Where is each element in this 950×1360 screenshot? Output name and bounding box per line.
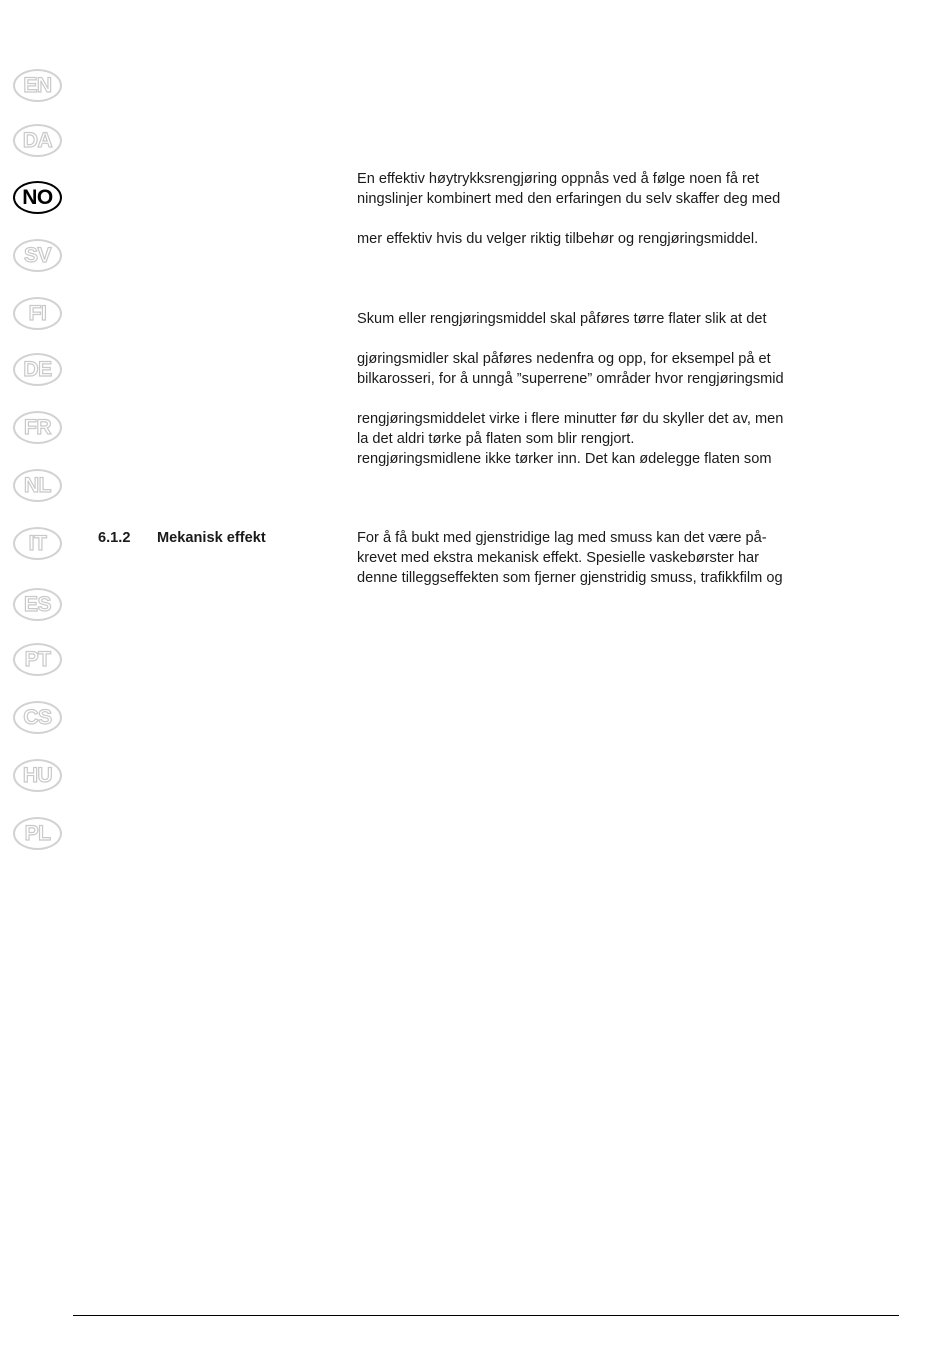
lang-badge-pl[interactable]: PL xyxy=(13,817,62,850)
text-line: rengjøringsmidlene ikke tørker inn. Det kan ødelegge flaten som xyxy=(357,451,772,467)
text-line: For å få bukt med gjenstridige lag med smuss kan det være på- xyxy=(357,530,767,546)
text-line: rengjøringsmiddelet virke i flere minutter før du skyller det av, men xyxy=(357,411,784,427)
text-line: krevet med ekstra mekanisk effekt. Spesielle vaskebørster har xyxy=(357,550,760,566)
lang-badge-pt[interactable]: PT xyxy=(13,643,62,676)
lang-badge-da[interactable]: DA xyxy=(13,124,62,157)
text-line: mer effektiv hvis du velger riktig tilbehør og rengjøringsmiddel. xyxy=(357,231,759,247)
text-line: bilkarosseri, for å unngå ”superrene” områder hvor rengjøringsmid xyxy=(357,371,784,387)
lang-badge-no[interactable]: NO xyxy=(13,181,62,214)
footer-divider xyxy=(73,1315,899,1316)
lang-badge-hu[interactable]: HU xyxy=(13,759,62,792)
text-line: la det aldri tørke på flaten som blir rengjort. xyxy=(357,431,635,447)
lang-badge-cs[interactable]: CS xyxy=(13,701,62,734)
text-line: En effektiv høytrykksrengjøring oppnås ved å følge noen få ret xyxy=(357,171,760,187)
text-line: Skum eller rengjøringsmiddel skal påføres tørre flater slik at det xyxy=(357,311,767,327)
text-line: ningslinjer kombinert med den erfaringen du selv skaffer deg med xyxy=(357,191,781,207)
lang-badge-fr[interactable]: FR xyxy=(13,411,62,444)
section-heading: Mekanisk effekt xyxy=(157,530,266,546)
lang-badge-nl[interactable]: NL xyxy=(13,469,62,502)
lang-badge-es[interactable]: ES xyxy=(13,588,62,621)
lang-badge-fi[interactable]: FI xyxy=(13,297,62,330)
section-number: 6.1.2 xyxy=(98,530,131,546)
text-line: gjøringsmidler skal påføres nedenfra og opp, for eksempel på et xyxy=(357,351,771,367)
lang-badge-de[interactable]: DE xyxy=(13,353,62,386)
lang-badge-sv[interactable]: SV xyxy=(13,239,62,272)
lang-badge-en[interactable]: EN xyxy=(13,69,62,102)
text-line: denne tilleggseffekten som fjerner gjenstridig smuss, trafikkfilm og xyxy=(357,570,783,586)
lang-badge-it[interactable]: IT xyxy=(13,527,62,560)
